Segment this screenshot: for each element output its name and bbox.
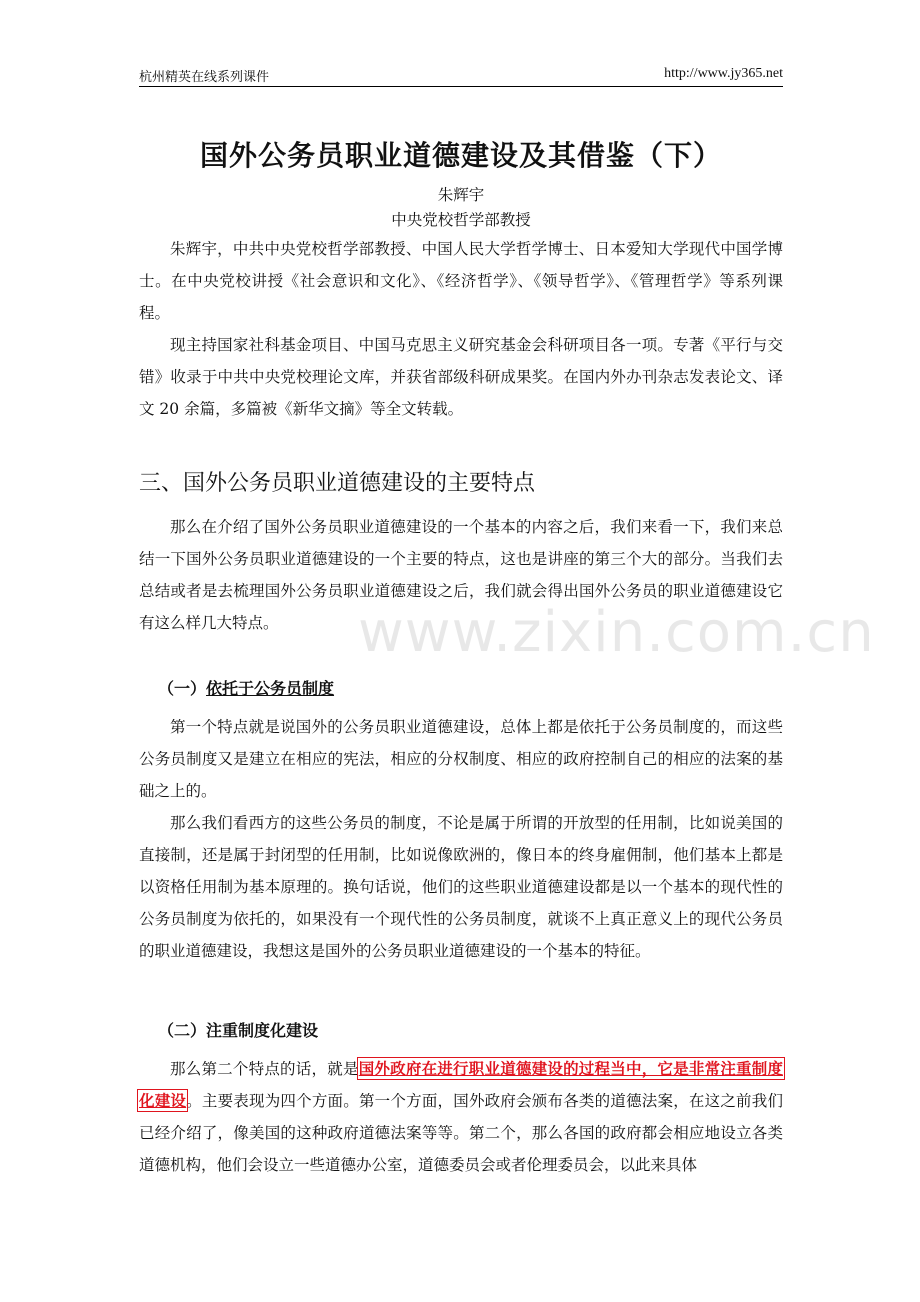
author-name: 朱辉宇 [437,186,485,204]
watermark-text: www.zixin.com.cn [358,600,875,665]
header-left-text: 杭州精英在线系列课件 [139,70,270,85]
author-position: 中央党校哲学部教授 [391,211,531,229]
author-block [139,183,783,233]
header-url: http://www.jy365.net [664,66,783,81]
subsection-2-body [139,1053,783,1181]
subsection-1-prefix: （一） [158,679,207,698]
subsection-heading-2: （二）注重制度化建设 [158,1021,319,1040]
paragraph-continuation: 。主要表现为四个方面。第一个方面，国外政府会颁布各类的道德法案，在这之前我们已经介绍了，像美国的这种政府道德法案等等。第二个，那么各国的政府都会相应地设立各类道德机构，他们会设立一些道德办公室，道德委员会或者伦理委员会，以此来具体 [139,1092,783,1174]
intro-paragraph-2: 现主持国家社科基金项目、中国马克思主义研究基金会科研项目各一项。专著《平行与交错》收录于中共中央党校理论文库，并获省部级科研成果奖。在国内外办刊杂志发表论文、译文 20 余篇，多篇被《新华文摘》等全文转载。 [139,336,783,418]
section-heading: 三、国外公务员职业道德建设的主要特点 [139,471,536,496]
subsection-1-paragraph-1: 第一个特点就是说国外的公务员职业道德建设，总体上都是依托于公务员制度的，而这些公务员制度又是建立在相应的宪法，相应的分权制度、相应的政府控制自己的相应的法案的基础之上的。 [139,718,783,800]
section3-paragraph: 那么在介绍了国外公务员职业道德建设的一个基本的内容之后，我们来看一下，我们来总结一下国外公务员职业道德建设的一个主要的特点，这也是讲座的第三个大的部分。当我们去总结或者是去梳理国外公务员职业道德建设之后，我们就会得出国外公务员的职业道德建设它有这么样几大特点。 [139,518,783,632]
subsection-1-title: 依托于公务员制度 [206,679,335,698]
subsection-1-paragraph-2: 那么我们看西方的这些公务员的制度，不论是属于所谓的开放型的任用制，比如说美国的直接制，还是属于封闭型的任用制，比如说像欧洲的，像日本的终身雇佣制，他们基本上都是以资格任用制为基本原理的。换句话说，他们的这些职业道德建设都是以一个基本的现代性的公务员制度为依托的，如果没有一个现代性的公务员制度，就谈不上真正意义上的现代公务员的职业道德建设，我想这是国外的公务员职业道德建设的一个基本的特征。 [139,814,783,960]
highlighted-phrase: 国外政府在进行职业道德建设的过程当中，它是非常注重制度化建设 [139,1059,783,1110]
intro-paragraph-1: 朱辉宇，中共中央党校哲学部教授、中国人民大学哲学博士、日本爱知大学现代中国学博士。在中央党校讲授《社会意识和文化》、《经济哲学》、《领导哲学》、《管理哲学》等系列课程。 [139,240,783,322]
document-title: 国外公务员职业道德建设及其借鉴（下） [199,139,722,172]
subsection-2-paragraph [139,1053,783,1181]
intro-section [139,233,783,425]
page-header [139,62,783,87]
subsection-1-body [139,711,783,967]
subsection-heading-1 [158,676,334,699]
paragraph-lead: 那么第二个特点的话，就是 [170,1060,359,1078]
